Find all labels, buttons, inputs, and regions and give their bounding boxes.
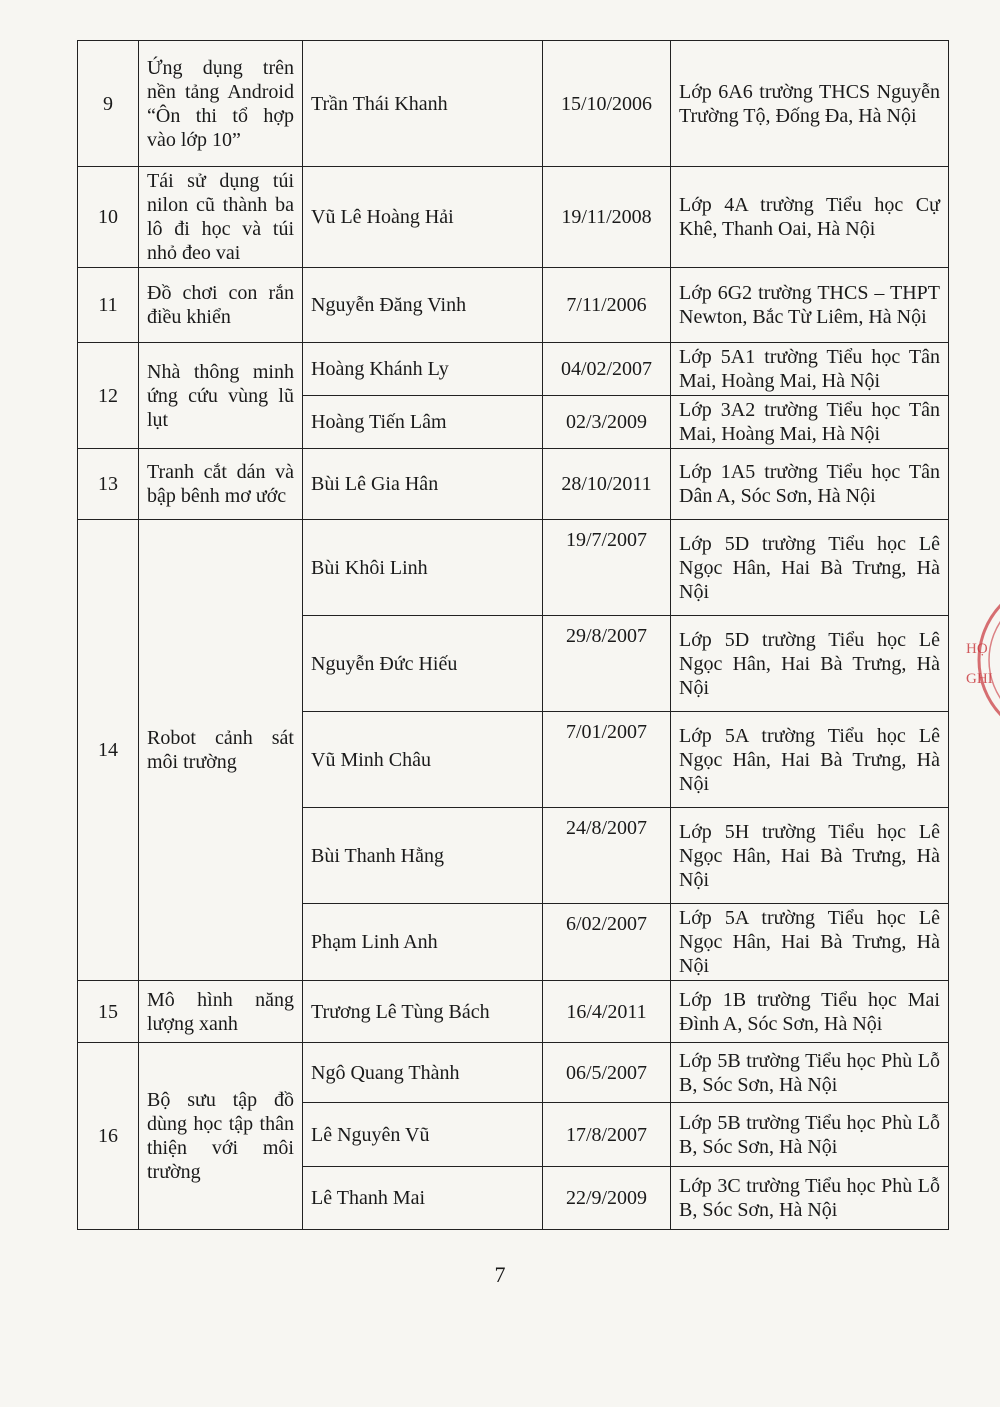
table-row [78,520,949,616]
school-class: Lớp 6G2 trường THCS – THPT Newton, Bắc Từ Liêm, Hà Nội [671,268,949,343]
school-class: Lớp 5B trường Tiểu học Phù Lỗ B, Sóc Sơn, Hà Nội [671,1043,949,1103]
date-of-birth: 19/7/2007 [543,520,671,616]
project-name: Ứng dụng trên nền tảng Android “Ôn thi tổ hợp vào lớp 10” [139,41,303,167]
date-of-birth: 17/8/2007 [543,1103,671,1167]
author-name: Nguyễn Đăng Vinh [303,268,543,343]
project-name: Robot cảnh sát môi trường [139,520,303,981]
entry-number: 13 [78,449,139,520]
author-name: Lê Thanh Mai [303,1167,543,1230]
project-name: Tranh cắt dán và bập bênh mơ ước [139,449,303,520]
date-of-birth: 06/5/2007 [543,1043,671,1103]
author-name: Ngô Quang Thành [303,1043,543,1103]
school-class: Lớp 3A2 trường Tiểu học Tân Mai, Hoàng Mai, Hà Nội [671,396,949,449]
project-name: Đồ chơi con rắn điều khiển [139,268,303,343]
svg-text:GHI: GHI [966,671,993,687]
table-row [78,449,949,520]
author-name: Trương Lê Tùng Bách [303,981,543,1043]
author-name: Lê Nguyên Vũ [303,1103,543,1167]
date-of-birth: 6/02/2007 [543,904,671,981]
entry-number: 12 [78,343,139,449]
entry-number: 15 [78,981,139,1043]
author-name: Phạm Linh Anh [303,904,543,981]
project-name: Nhà thông minh ứng cứu vùng lũ lụt [139,343,303,449]
page-number: 7 [494,1262,506,1287]
table-row [78,268,949,343]
author-name: Nguyễn Đức Hiếu [303,616,543,712]
author-name: Hoàng Khánh Ly [303,343,543,396]
date-of-birth: 7/01/2007 [543,712,671,808]
table-row [78,1043,949,1103]
school-class: Lớp 4A trường Tiểu học Cự Khê, Thanh Oai, Hà Nội [671,167,949,268]
school-class: Lớp 5D trường Tiểu học Lê Ngọc Hân, Hai Bà Trưng, Hà Nội [671,616,949,712]
table-row [78,41,949,167]
table-body [78,41,949,1230]
school-class: Lớp 5B trường Tiểu học Phù Lỗ B, Sóc Sơn, Hà Nội [671,1103,949,1167]
entry-number: 11 [78,268,139,343]
awards-table [77,40,949,1230]
author-name: Bùi Khôi Linh [303,520,543,616]
project-name: Bộ sưu tập đồ dùng học tập thân thiện với môi trường [139,1043,303,1230]
table-row [78,343,949,396]
author-name: Bùi Lê Gia Hân [303,449,543,520]
table-row [78,167,949,268]
school-class: Lớp 5A trường Tiểu học Lê Ngọc Hân, Hai Bà Trưng, Hà Nội [671,904,949,981]
svg-text:HỌ: HỌ [966,641,988,657]
author-name: Vũ Lê Hoàng Hải [303,167,543,268]
date-of-birth: 02/3/2009 [543,396,671,449]
school-class: Lớp 5A trường Tiểu học Lê Ngọc Hân, Hai Bà Trưng, Hà Nội [671,712,949,808]
school-class: Lớp 1A5 trường Tiểu học Tân Dân A, Sóc Sơn, Hà Nội [671,449,949,520]
project-name: Mô hình năng lượng xanh [139,981,303,1043]
school-class: Lớp 6A6 trường THCS Nguyễn Trường Tộ, Đống Đa, Hà Nội [671,41,949,167]
date-of-birth: 22/9/2009 [543,1167,671,1230]
date-of-birth: 28/10/2011 [543,449,671,520]
entry-number: 14 [78,520,139,981]
date-of-birth: 7/11/2006 [543,268,671,343]
author-name: Bùi Thanh Hằng [303,808,543,904]
entry-number: 9 [78,41,139,167]
school-class: Lớp 3C trường Tiểu học Phù Lỗ B, Sóc Sơn, Hà Nội [671,1167,949,1230]
school-class: Lớp 1B trường Tiểu học Mai Đình A, Sóc Sơn, Hà Nội [671,981,949,1043]
author-name: Trần Thái Khanh [303,41,543,167]
date-of-birth: 29/8/2007 [543,616,671,712]
date-of-birth: 16/4/2011 [543,981,671,1043]
school-class: Lớp 5D trường Tiểu học Lê Ngọc Hân, Hai Bà Trưng, Hà Nội [671,520,949,616]
school-class: Lớp 5A1 trường Tiểu học Tân Mai, Hoàng Mai, Hà Nội [671,343,949,396]
date-of-birth: 04/02/2007 [543,343,671,396]
red-seal-stamp [964,575,1000,745]
entry-number: 10 [78,167,139,268]
date-of-birth: 15/10/2006 [543,41,671,167]
entry-number: 16 [78,1043,139,1230]
date-of-birth: 24/8/2007 [543,808,671,904]
school-class: Lớp 5H trường Tiểu học Lê Ngọc Hân, Hai Bà Trưng, Hà Nội [671,808,949,904]
project-name: Tái sử dụng túi nilon cũ thành ba lô đi học và túi nhỏ đeo vai [139,167,303,268]
author-name: Vũ Minh Châu [303,712,543,808]
date-of-birth: 19/11/2008 [543,167,671,268]
table-row [78,981,949,1043]
author-name: Hoàng Tiến Lâm [303,396,543,449]
